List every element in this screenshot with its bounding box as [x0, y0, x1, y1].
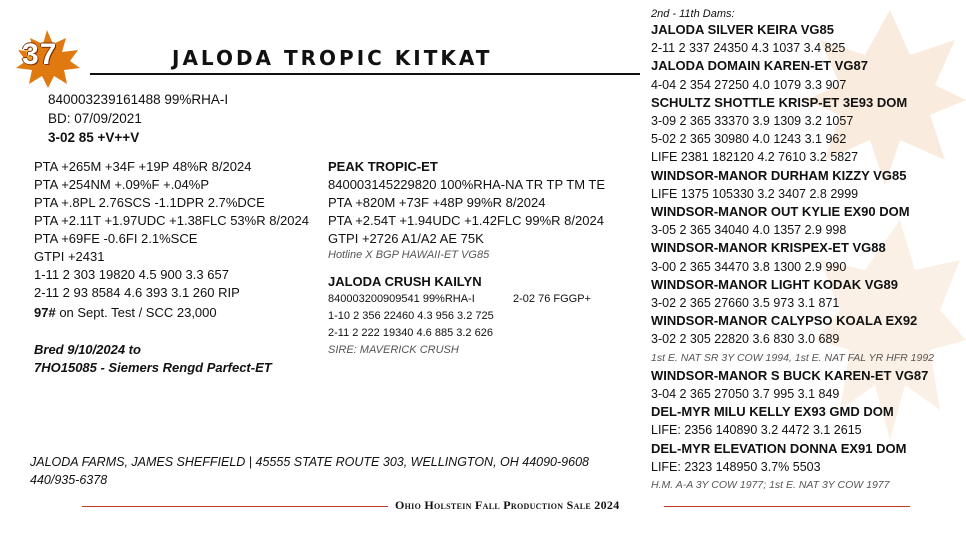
dam-name: WINDSOR-MANOR LIGHT KODAK VG89 — [651, 276, 898, 292]
dam-award-note: 1st E. NAT SR 3Y COW 1994, 1st E. NAT FAL YR HFR 1992 — [651, 351, 935, 364]
birth-date: BD: 07/09/2021 — [48, 111, 142, 126]
sire-line: PTA +820M +73F +48P 99%R 8/2024 — [328, 195, 546, 210]
genomic-line: GTPI +2431 — [34, 249, 105, 264]
sire-pedigree: Hotline X BGP HAWAII-ET VG85 — [328, 249, 490, 261]
test-detail: on Sept. Test / SCC 23,000 — [55, 305, 217, 320]
dam-name: DEL-MYR MILU KELLY EX93 GMD DOM — [651, 404, 894, 420]
dam-record: 5-02 2 365 30980 4.0 1243 3.1 962 — [651, 132, 847, 147]
dam-record: LIFE: 2323 148950 3.7% 5503 — [651, 459, 821, 474]
classification: 3-02 85 +V++V — [48, 130, 140, 145]
dam-record: 3-02 2 305 22820 3.6 830 3.0 689 — [651, 332, 840, 347]
dams-header: 2nd - 11th Dams: — [651, 8, 735, 20]
dams-column — [651, 7, 934, 494]
dam-name: WINDSOR-MANOR S BUCK KAREN-ET VG87 — [651, 367, 929, 383]
dam-name: SCHULTZ SHOTTLE KRISP-ET 3E93 DOM — [651, 94, 908, 110]
dam-record: 2-11 2 222 19340 4.6 885 3.2 626 — [328, 327, 493, 339]
consignor-phone: 440/935-6378 — [30, 473, 108, 487]
dam-record: 3-09 2 365 33370 3.9 1309 3.2 1057 — [651, 114, 854, 129]
footer-divider-left — [82, 506, 388, 507]
dam-record: 3-00 2 365 34470 3.8 1300 2.9 990 — [651, 259, 847, 274]
cow-id-line: 840003239161488 99%RHA-I — [48, 92, 229, 107]
dam-record: 4-04 2 354 27250 4.0 1079 3.3 907 — [651, 77, 847, 92]
dam-record: LIFE 2381 182120 4.2 7610 3.2 5827 — [651, 150, 859, 165]
dam-id-line: 840003200909541 99%RHA-I — [328, 293, 475, 305]
dam-record: 2-11 2 337 24350 4.3 1037 3.4 825 — [651, 41, 846, 56]
production-record: 2-11 2 93 8584 4.6 393 3.1 260 RIP — [34, 285, 240, 300]
sire-block — [328, 158, 605, 262]
dam-name: JALODA SILVER KEIRA VG85 — [651, 22, 834, 37]
sire-line: GTPI +2726 A1/A2 AE 75K — [328, 231, 484, 246]
dam-name: DEL-MYR ELEVATION DONNA EX91 DOM — [651, 440, 907, 456]
sire-line: 840003145229820 100%RHA-NA TR TP TM TE — [328, 177, 606, 192]
dam-name: WINDSOR-MANOR DURHAM KIZZY VG85 — [651, 167, 907, 183]
dam-name: WINDSOR-MANOR KRISPEX-ET VG88 — [651, 240, 886, 256]
genomics-block — [34, 158, 309, 302]
dam-name: JALODA CRUSH KAILYN — [328, 274, 482, 289]
genomic-line: PTA +69FE -0.6FI 2.1%SCE — [34, 231, 198, 246]
animal-title: JALODA TROPIC KITKAT — [172, 46, 493, 70]
bred-sire: 7HO15085 - Siemers Rengd Parfect-ET — [34, 360, 272, 375]
dam-sire: SIRE: MAVERICK CRUSH — [328, 344, 459, 356]
sire-line: PTA +2.54T +1.94UDC +1.42FLC 99%R 8/2024 — [328, 213, 604, 228]
genomic-line: PTA +254NM +.09%F +.04%P — [34, 177, 209, 192]
dam-record: 3-04 2 365 27050 3.7 995 3.1 849 — [651, 387, 840, 402]
lot-number: 37 — [22, 38, 58, 71]
consignor-address: JALODA FARMS, JAMES SHEFFIELD | 45555 STATE ROUTE 303, WELLINGTON, OH 44090-9608 — [30, 455, 589, 469]
dam-name: WINDSOR-MANOR CALYPSO KOALA EX92 — [651, 313, 918, 329]
test-pounds: 97# — [34, 305, 56, 320]
title-divider — [90, 73, 640, 75]
dam-record: LIFE: 2356 140890 3.2 4472 3.1 2615 — [651, 423, 862, 438]
dam-name: JALODA DOMAIN KAREN-ET VG87 — [651, 58, 868, 74]
dam-award-note: H.M. A-A 3Y COW 1977; 1st E. NAT 3Y COW 1977 — [651, 479, 890, 492]
dam-classification: 2-02 76 FGGP+ — [513, 293, 591, 305]
genomic-line: PTA +265M +34F +19P 48%R 8/2024 — [34, 159, 252, 174]
genomic-line: PTA +2.11T +1.97UDC +1.38FLC 53%R 8/2024 — [34, 213, 309, 228]
dam-name: WINDSOR-MANOR OUT KYLIE EX90 DOM — [651, 204, 910, 220]
sale-footer: Ohio Holstein Fall Production Sale 2024 — [395, 498, 620, 512]
genomic-line: PTA +.8PL 2.76SCS -1.1DPR 2.7%DCE — [34, 195, 265, 210]
bred-date: Bred 9/10/2024 to — [34, 342, 141, 357]
dam-record: LIFE 1375 105330 3.2 3407 2.8 2999 — [651, 186, 859, 201]
footer-divider-right — [664, 506, 910, 507]
production-record: 1-11 2 303 19820 4.5 900 3.3 657 — [34, 267, 229, 282]
dam-record: 3-02 2 365 27660 3.5 973 3.1 871 — [651, 296, 840, 311]
dam-record: 1-10 2 356 22460 4.3 956 3.2 725 — [328, 310, 494, 322]
sire-name: PEAK TROPIC-ET — [328, 159, 438, 174]
test-result — [34, 304, 217, 322]
dam-record: 3-05 2 365 34040 4.0 1357 2.9 998 — [651, 223, 847, 238]
